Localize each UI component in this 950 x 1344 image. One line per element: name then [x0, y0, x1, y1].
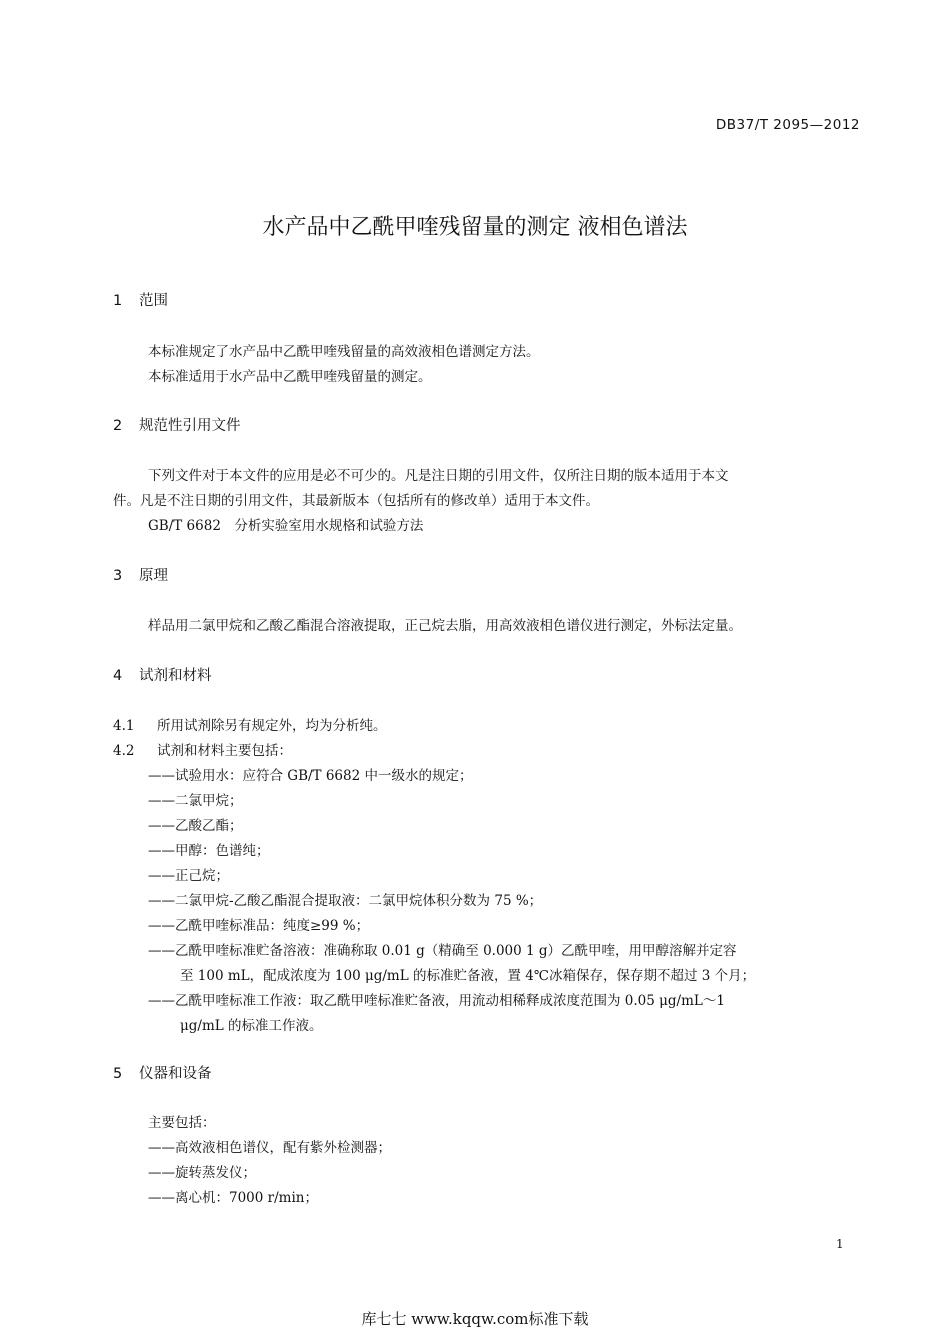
list-item: ——乙酰甲喹标准贮备溶液：准确称取 0.01 g（精确至 0.000 1 g）乙酰甲喹，用甲醇溶解并定容: [148, 943, 737, 959]
paragraph: 本标准规定了水产品中乙酰甲喹残留量的高效液相色谱测定方法。: [148, 344, 540, 360]
list-item: ——二氯甲烷；: [148, 793, 243, 809]
paragraph: 样品用二氯甲烷和乙酸乙酯混合溶液提取，正己烷去脂，用高效液相色谱仪进行测定，外标法定量。: [148, 618, 742, 634]
section-title: 规范性引用文件: [139, 418, 241, 434]
list-item: ——正己烷；: [148, 868, 229, 884]
list-item: ——乙酰甲喹标准工作液：取乙酰甲喹标准贮备液，用流动相稀释成浓度范围为 0.05 μg/mL～1: [148, 993, 725, 1009]
section-number: 3: [113, 568, 123, 584]
footer-watermark: 库七七 www.kqqw.com标准下载: [361, 1310, 589, 1328]
paragraph: 本标准适用于水产品中乙酰甲喹残留量的测定。: [148, 369, 432, 385]
list-item-continuation: μg/mL 的标准工作液。: [180, 1018, 323, 1034]
clause-text: 所用试剂除另有规定外，均为分析纯。: [157, 718, 387, 734]
section-1-heading: [113, 289, 168, 310]
list-item: ——乙酰甲喹标准品：纯度≥99 %；: [148, 918, 370, 934]
normative-reference: GB/T 6682 分析实验室用水规格和试验方法: [148, 518, 424, 534]
list-item: ——离心机：7000 r/min；: [148, 1190, 318, 1206]
list-item: ——甲醇：色谱纯；: [148, 843, 270, 859]
list-item-continuation: 至 100 mL，配成浓度为 100 μg/mL 的标准贮备液，置 4℃冰箱保存，保存期不超过 3 个月；: [180, 968, 756, 984]
section-5-heading: [113, 1062, 212, 1083]
section-title: 仪器和设备: [139, 1066, 212, 1082]
section-number: 5: [113, 1066, 123, 1082]
section-title: 试剂和材料: [139, 668, 212, 684]
paragraph-continuation: 件。凡是不注日期的引用文件，其最新版本（包括所有的修改单）适用于本文件。: [113, 493, 599, 509]
section-2-heading: [113, 414, 241, 435]
section-title: 原理: [139, 568, 168, 584]
section-3-heading: [113, 564, 168, 585]
section-number: 1: [113, 293, 123, 309]
section-number: 4: [113, 668, 123, 684]
clause-text: 试剂和材料主要包括：: [157, 743, 292, 759]
paragraph: 主要包括：: [148, 1115, 216, 1131]
standard-code: DB37/T 2095—2012: [715, 117, 860, 133]
paragraph: 下列文件对于本文件的应用是必不可少的。凡是注日期的引用文件，仅所注日期的版本适用于本文: [148, 468, 729, 484]
clause-number: 4.2: [113, 743, 135, 759]
section-number: 2: [113, 418, 123, 434]
list-item: ——高效液相色谱仪，配有紫外检测器；: [148, 1140, 391, 1156]
list-item: ——旋转蒸发仪；: [148, 1165, 256, 1181]
clause-4-1: [113, 714, 387, 734]
list-item: ——乙酸乙酯；: [148, 818, 243, 834]
list-item: ——试验用水：应符合 GB/T 6682 中一级水的规定；: [148, 768, 473, 784]
document-title: 水产品中乙酰甲喹残留量的测定 液相色谱法: [262, 215, 688, 240]
clause-4-2: [113, 739, 292, 759]
clause-number: 4.1: [113, 718, 135, 734]
section-4-heading: [113, 664, 212, 685]
list-item: ——二氯甲烷-乙酸乙酯混合提取液：二氯甲烷体积分数为 75 %；: [148, 893, 543, 909]
page-number: 1: [836, 1237, 844, 1251]
section-title: 范围: [139, 293, 168, 309]
